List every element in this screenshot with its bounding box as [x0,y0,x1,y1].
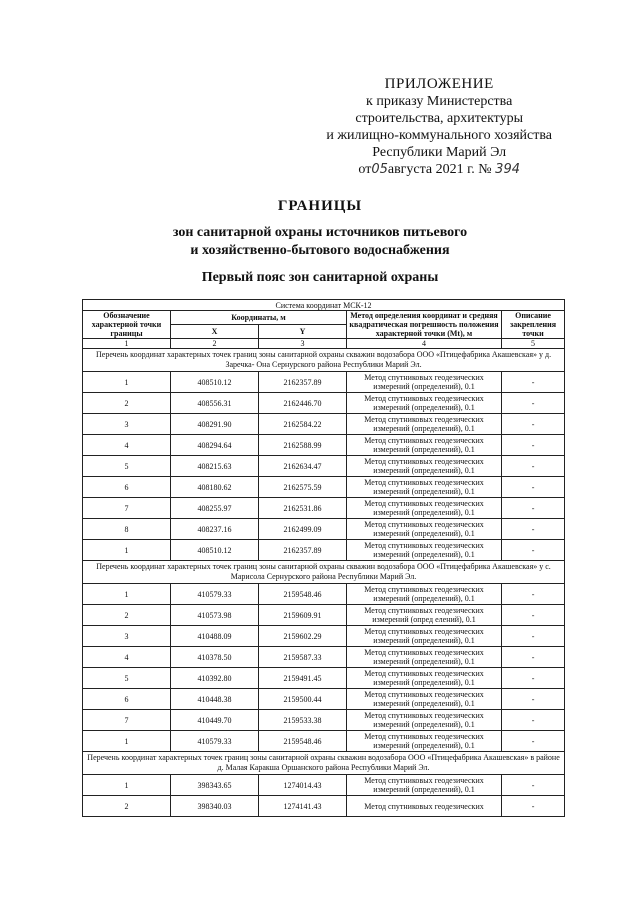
section-title: Перечень координат характерных точек границ зоны санитарной охраны скважин водозабора ООО «Птицефабрика Акашевская» в районе д. Малая Каракша Оршанского района Республики Марий Эл. [83,752,565,775]
y-coordinate-cell: 2162584.22 [259,414,347,435]
table-row [83,456,565,477]
appendix-line: и жилищно-коммунального хозяйства [326,128,552,143]
method-cell: Метод спутниковых геодезических измерений (определений), 0.1 [347,498,502,519]
appendix-line: Республики Марий Эл [372,145,507,160]
method-cell: Метод спутниковых геодезических измерений (определений), 0.1 [347,519,502,540]
appendix-line: к приказу Министерства [366,94,513,109]
y-coordinate-cell: 2159609.91 [259,605,347,626]
method-cell: Метод спутниковых геодезических измерений (определений), 0.1 [347,731,502,752]
y-coordinate-cell: 2162499.09 [259,519,347,540]
appendix-block [326,76,552,178]
table-row [83,435,565,456]
x-coordinate-cell: 410579.33 [171,731,259,752]
x-coordinate-cell: 408237.16 [171,519,259,540]
description-cell: - [502,372,565,393]
point-number-cell: 3 [83,414,171,435]
table-row [83,477,565,498]
method-cell: Метод спутниковых геодезических измерений (определений), 0.1 [347,710,502,731]
date-day-handwritten: 05 [371,162,388,177]
table-row [83,626,565,647]
description-cell: - [502,796,565,817]
x-coordinate-cell: 408556.31 [171,393,259,414]
point-number-cell: 6 [83,689,171,710]
header-description: Описание закрепления точки [502,311,565,339]
point-number-cell: 4 [83,435,171,456]
method-cell: Метод спутниковых геодезических измерений (определений), 0.1 [347,456,502,477]
point-number-cell: 3 [83,626,171,647]
y-coordinate-cell: 2159500.44 [259,689,347,710]
method-cell: Метод спутниковых геодезических измерений (определений), 0.1 [347,668,502,689]
x-coordinate-cell: 408294.64 [171,435,259,456]
x-coordinate-cell: 410378.50 [171,647,259,668]
header-y: Y [259,325,347,339]
description-cell: - [502,731,565,752]
header-x: X [171,325,259,339]
point-number-cell: 1 [83,540,171,561]
table-row [83,519,565,540]
y-coordinate-cell: 2162446.70 [259,393,347,414]
date-prefix: от [358,162,372,177]
x-coordinate-cell: 410392.80 [171,668,259,689]
method-cell: Метод спутниковых геодезических измерений (определений), 0.1 [347,626,502,647]
table-row [83,775,565,796]
document-subtitle [0,224,640,260]
y-coordinate-cell: 2159533.38 [259,710,347,731]
point-number-cell: 2 [83,393,171,414]
table-row [83,731,565,752]
table-row [83,796,565,817]
method-cell: Метод спутниковых геодезических измерений (определений), 0.1 [347,689,502,710]
order-number-handwritten: 394 [495,162,520,177]
point-number-cell: 1 [83,775,171,796]
point-number-cell: 5 [83,456,171,477]
table-row [83,710,565,731]
y-coordinate-cell: 1274014.43 [259,775,347,796]
table-row [83,372,565,393]
point-number-cell: 2 [83,605,171,626]
table-row [83,584,565,605]
table-row [83,689,565,710]
table-row [83,605,565,626]
method-cell: Метод спутниковых геодезических измерений (определений), 0.1 [347,477,502,498]
description-cell: - [502,456,565,477]
coordinate-system: Система координат МСК-12 [83,300,565,311]
point-number-cell: 1 [83,731,171,752]
column-number: 2 [171,339,259,349]
document-title: ГРАНИЦЫ [277,198,363,214]
point-number-cell: 4 [83,647,171,668]
x-coordinate-cell: 408510.12 [171,372,259,393]
appendix-title: ПРИЛОЖЕНИЕ [384,76,494,92]
x-coordinate-cell: 408215.63 [171,456,259,477]
description-cell: - [502,477,565,498]
section-title: Перечень координат характерных точек границ зоны санитарной охраны скважин водозабора ООО «Птицефабрика Акашевская» у д. Заречка- Она Сернурского района Республики Марий Эл. [83,349,565,372]
table-row [83,498,565,519]
subtitle-line: и хозяйственно-бытового водоснабжения [190,243,450,258]
y-coordinate-cell: 2162531.86 [259,498,347,519]
header-method: Метод определения координат и средняя квадратическая погрешность положения характерной точки (Mt), м [347,311,502,339]
y-coordinate-cell: 2159548.46 [259,584,347,605]
method-cell: Метод спутниковых геодезических измерений (определений), 0.1 [347,414,502,435]
table-body [83,300,565,817]
point-number-cell: 1 [83,584,171,605]
column-number: 1 [83,339,171,349]
x-coordinate-cell: 408180.62 [171,477,259,498]
description-cell: - [502,668,565,689]
description-cell: - [502,393,565,414]
y-coordinate-cell: 2162575.59 [259,477,347,498]
description-cell: - [502,605,565,626]
y-coordinate-cell: 1274141.43 [259,796,347,817]
description-cell: - [502,540,565,561]
description-cell: - [502,626,565,647]
point-number-cell: 7 [83,710,171,731]
method-cell: Метод спутниковых геодезических [347,796,502,817]
x-coordinate-cell: 408510.12 [171,540,259,561]
method-cell: Метод спутниковых геодезических измерений (определений), 0.1 [347,393,502,414]
y-coordinate-cell: 2159602.29 [259,626,347,647]
point-number-cell: 2 [83,796,171,817]
x-coordinate-cell: 398340.03 [171,796,259,817]
header-coords: Координаты, м [171,311,347,325]
table-row [83,647,565,668]
description-cell: - [502,498,565,519]
x-coordinate-cell: 410449.70 [171,710,259,731]
y-coordinate-cell: 2159491.45 [259,668,347,689]
method-cell: Метод спутниковых геодезических измерений (определений), 0.1 [347,647,502,668]
y-coordinate-cell: 2162588.99 [259,435,347,456]
section-title: Перечень координат характерных точек границ зоны санитарной охраны скважин водозабора ООО «Птицефабрика Акашевская» у с. Марисола Сернурского района Республики Марий Эл. [83,561,565,584]
table-row [83,393,565,414]
description-cell: - [502,689,565,710]
point-number-cell: 5 [83,668,171,689]
x-coordinate-cell: 410579.33 [171,584,259,605]
y-coordinate-cell: 2159587.33 [259,647,347,668]
appendix-line: строительства, архитектуры [355,111,524,126]
method-cell: Метод спутниковых геодезических измерений (определений), 0.1 [347,372,502,393]
description-cell: - [502,710,565,731]
point-number-cell: 6 [83,477,171,498]
description-cell: - [502,519,565,540]
appendix-date [326,161,552,178]
date-rest: августа 2021 г. № [387,162,492,177]
method-cell: Метод спутниковых геодезических измерений (определений), 0.1 [347,584,502,605]
description-cell: - [502,584,565,605]
x-coordinate-cell: 398343.65 [171,775,259,796]
x-coordinate-cell: 410573.98 [171,605,259,626]
x-coordinate-cell: 410488.09 [171,626,259,647]
method-cell: Метод спутниковых геодезических измерений (опред елений), 0.1 [347,605,502,626]
column-number: 5 [502,339,565,349]
point-number-cell: 1 [83,372,171,393]
point-number-cell: 8 [83,519,171,540]
point-number-cell: 7 [83,498,171,519]
y-coordinate-cell: 2159548.46 [259,731,347,752]
x-coordinate-cell: 408291.90 [171,414,259,435]
y-coordinate-cell: 2162357.89 [259,540,347,561]
description-cell: - [502,775,565,796]
y-coordinate-cell: 2162634.47 [259,456,347,477]
method-cell: Метод спутниковых геодезических измерений (определений), 0.1 [347,540,502,561]
table-row [83,668,565,689]
description-cell: - [502,414,565,435]
x-coordinate-cell: 410448.38 [171,689,259,710]
coordinates-table [82,299,565,817]
table-row [83,414,565,435]
table-row [83,540,565,561]
y-coordinate-cell: 2162357.89 [259,372,347,393]
method-cell: Метод спутниковых геодезических измерений (определений), 0.1 [347,775,502,796]
x-coordinate-cell: 408255.97 [171,498,259,519]
zone-title: Первый пояс зон санитарной охраны [201,270,439,285]
header-point: Обозначение характерной точки границы [83,311,171,339]
description-cell: - [502,435,565,456]
column-number: 3 [259,339,347,349]
column-number: 4 [347,339,502,349]
method-cell: Метод спутниковых геодезических измерений (определений), 0.1 [347,435,502,456]
subtitle-line: зон санитарной охраны источников питьевого [172,225,468,240]
description-cell: - [502,647,565,668]
